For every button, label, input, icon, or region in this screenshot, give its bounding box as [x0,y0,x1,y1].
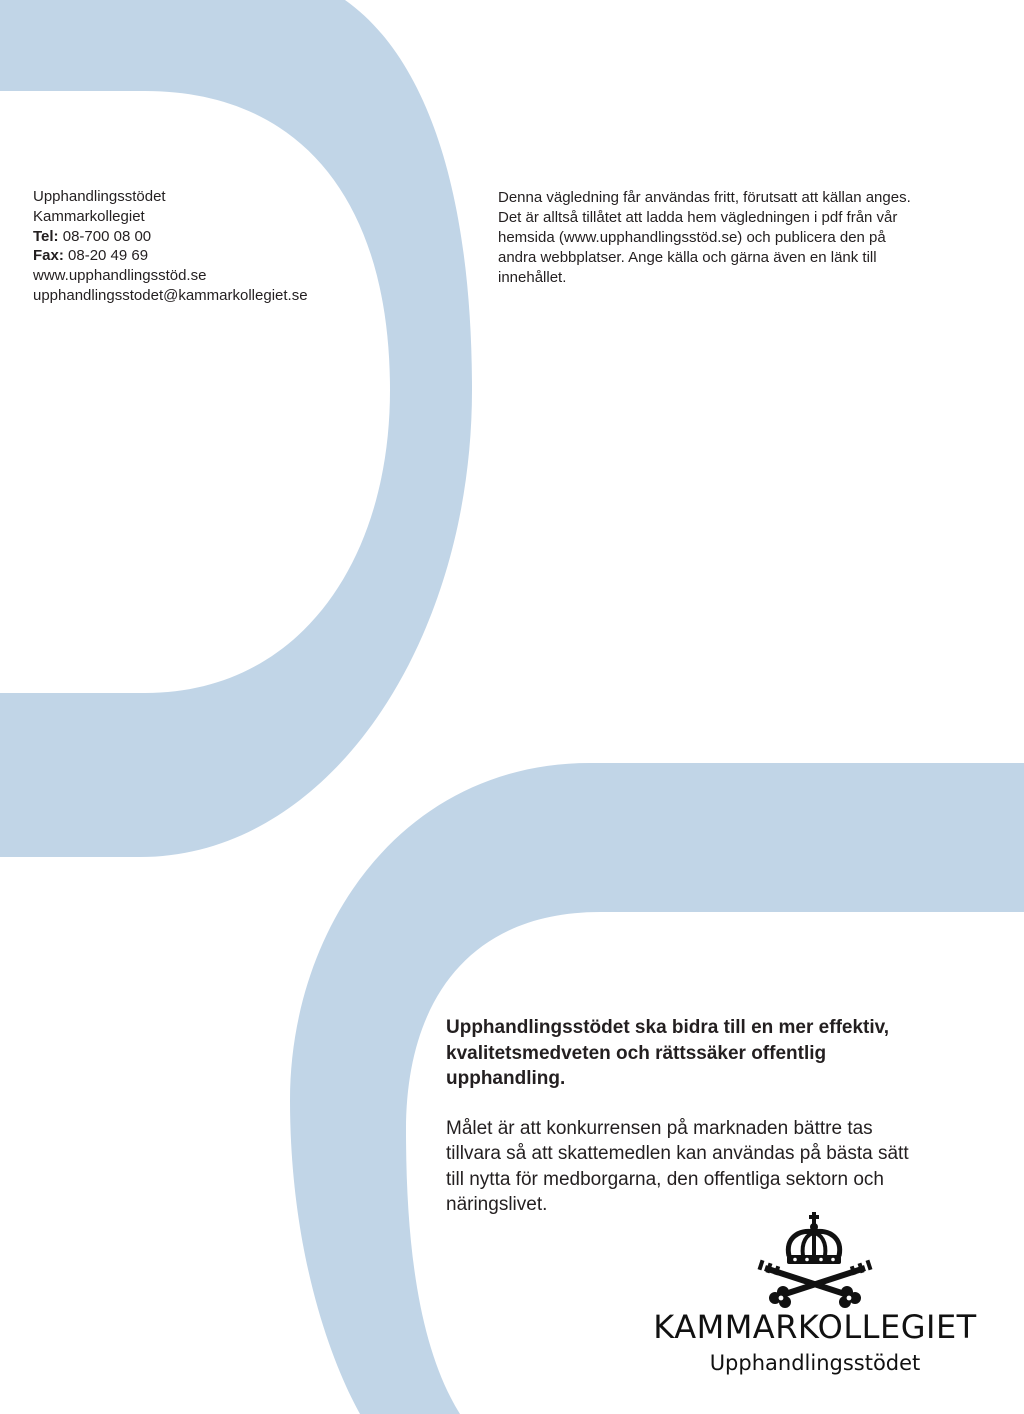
mission-body-line: tillvara så att skattemedlen kan användas på bästa sätt [446,1143,909,1164]
license-line: innehållet. [498,269,567,286]
mission-headline-line: kvalitetsmedveten och rättssäker offentlig [446,1042,827,1064]
logo-unit-name: Upphandlingsstödet [709,1351,921,1375]
tel-label: Tel: [33,227,59,245]
crown-crossed-keys-icon [755,1212,875,1308]
license-line: Denna vägledning får användas fritt, förutsatt att källan anges. [498,189,911,206]
mission-statement [446,1015,1006,1218]
fax-label: Fax: [33,247,64,265]
contact-email: upphandlingsstodet@kammarkollegiet.se [33,286,308,304]
contact-block [33,187,393,306]
kammarkollegiet-logo [640,1212,990,1392]
upper-arc-shape [0,0,472,857]
mission-body-line: till nytta för medborgarna, den offentliga sektorn och [446,1168,884,1190]
license-line: andra webbplatser. Ange källa och gärna även en länk till [498,249,877,266]
mission-headline-line: Upphandlingsstödet ska bidra till en mer effektiv, [446,1017,890,1038]
license-line: Det är alltså tillåtet att ladda hem vägledningen i pdf från vår [498,209,898,226]
license-notice [498,188,990,288]
license-line: hemsida (www.upphandlingsstöd.se) och publicera den på [498,229,886,246]
contact-fax [33,246,393,266]
contact-tel [33,227,393,247]
mission-body-line: Målet är att konkurrensen på marknaden bättre tas [446,1117,873,1139]
mission-headline-line: upphandling. [446,1068,566,1089]
mission-body [446,1116,1006,1218]
fax-value: 08-20 49 69 [68,247,149,265]
tel-value: 08-700 08 00 [62,227,152,245]
contact-agency: Kammarkollegiet [33,207,145,225]
mission-body-line: näringslivet. [446,1194,548,1215]
mission-headline [446,1015,1006,1092]
contact-website: www.upphandlingsstöd.se [33,267,207,285]
contact-org: Upphandlingsstödet [33,188,166,205]
logo-wordmark: KAMMARKOLLEGIET [653,1308,977,1346]
